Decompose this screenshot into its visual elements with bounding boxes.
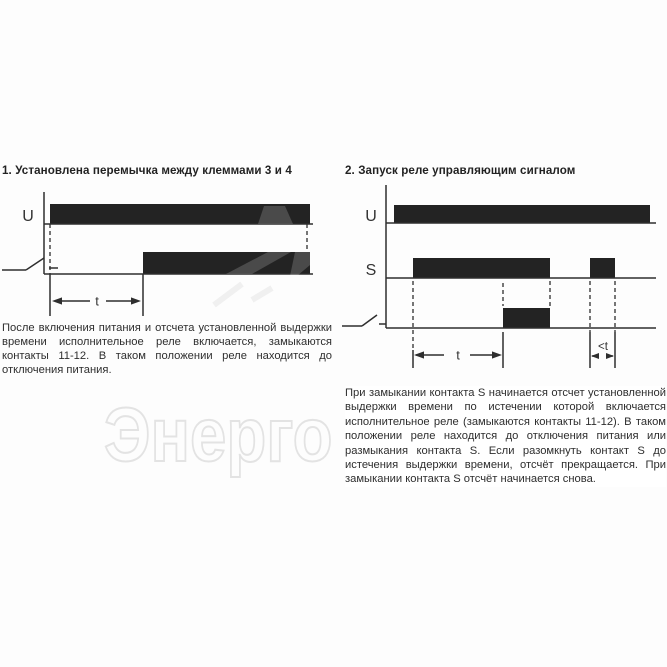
timing-diagram-signal-mode <box>333 180 667 380</box>
panel1-description: После включения питания и отсчета установленной выдержки времени исполнительное реле включается, замыкаются контакты 11-12. В таком положении реле находится до отключения питания. <box>2 322 332 376</box>
timing-diagram-jumper-mode <box>0 185 333 325</box>
relay-output-bar <box>503 308 550 328</box>
panel1-title: 1. Установлена перемычка между клеммами 3 и 4 <box>2 164 292 177</box>
delay-time-label: t <box>456 347 460 363</box>
s-pulse-bar <box>590 258 615 278</box>
s-signal-bar <box>413 258 550 278</box>
short-pulse-arrow <box>591 353 614 359</box>
relay-contact-icon <box>342 315 386 326</box>
short-pulse-label: <t <box>598 341 608 353</box>
panel2-description: При замыкании контакта S начинается отсчет установленной выдержки времени по истечении которой включается исполнительное реле (замыкаются контакты 11-12). В таком положении реле находится до отключения питания или размыкания контакта S. Если разомкнуть контакт S до истечения выдержки времени, отсчёт прекращается. При замыкании контакта S отсчёт начинается снова. <box>345 387 666 486</box>
delay-time-label: t <box>95 293 99 309</box>
u-label: U <box>22 208 34 225</box>
s-label: S <box>365 262 377 279</box>
panel2-title: 2. Запуск реле управляющим сигналом <box>345 164 576 177</box>
u-label: U <box>365 208 377 225</box>
energo-watermark-text: Энерго <box>104 393 333 478</box>
u-signal-bar <box>394 205 650 223</box>
